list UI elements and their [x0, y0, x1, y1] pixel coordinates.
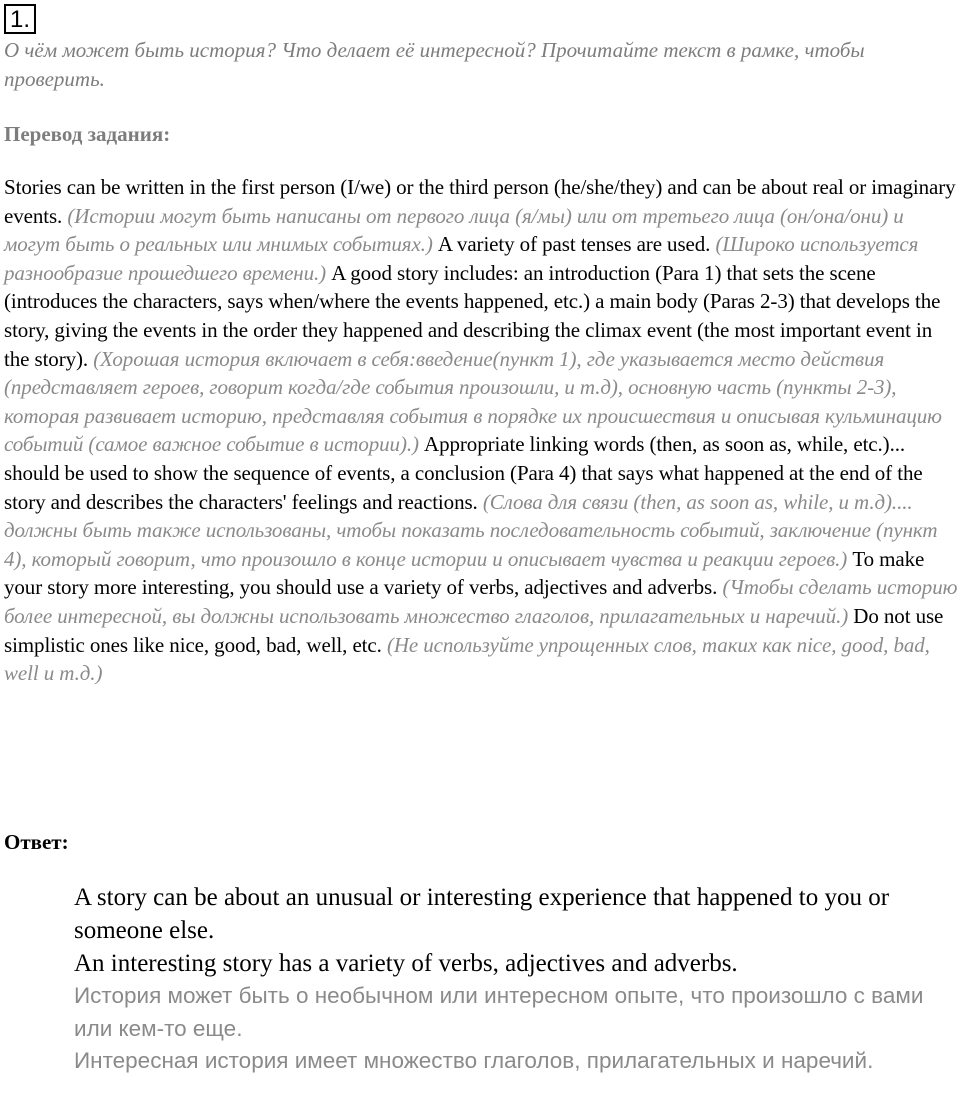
answer-block [74, 881, 954, 1078]
translation-segment-en: A variety of past tenses are used. [437, 232, 716, 257]
answer-line-en: A story can be about an unusual or interesting experience that happened to you or someone else. [74, 884, 890, 944]
answer-line-ru: История может быть о необычном или интересном опыте, что произошло с вами или кем-то еще. [74, 983, 924, 1041]
translation-segment-ru: (Истории могут быть написаны от первого лица (я/мы) или от третьего лица (он/она/они) и могут быть о реальных или мнимых событиях.) [4, 203, 904, 257]
translation-segment-en: Stories can be written in the first person (I/we) or the third person (he/she/they) and can be about real or imaginary events. [4, 175, 956, 228]
translation-heading: Перевод задания: [4, 122, 171, 146]
translation-segment-ru: (Хорошая история включает в себя:введение(пункт 1), где указывается место действия (представляет героев, говорит когда/где события произошли, и т.д), основную часть (пункты 2-3), которая развивает историю, представляя события в порядке их происшествия и описывая кульминацию событий (самое важное событие в истории).) [4, 346, 942, 457]
answer-heading: Ответ: [4, 830, 69, 854]
translation-segment-ru: (Слова для связи (then, as soon as, while, и т.д).... должны быть также использованы, чтобы показать последовательность событий, заключение (пункт 4), который говорит, что произошло в конце истории и описывает чувства и реакции героев.) [4, 489, 938, 571]
translation-segment-en: A good story includes: an introduction (Para 1) that sets the scene (introduces the characters, says when/where the events happened, etc.) a main body (Paras 2-3) that develops the story, giving the events in the order they happened and describing the climax event (the most important event in the story). [4, 260, 941, 371]
translation-segment-en: Appropriate linking words (then, as soon as, while, etc.)... should be used to show the sequence of events, a conclusion (Para 4) that says what happened at the end of the story and describes the characters' feelings and reactions. [4, 432, 923, 514]
translation-paragraph [4, 173, 960, 688]
answer-line-ru: Интересная история имеет множество глаголов, прилагательных и наречий. [74, 1048, 874, 1073]
question-text: О чём может быть история? Что делает её интересной? Прочитайте текст в рамке, чтобы проверить. [4, 38, 865, 91]
translation-segment-ru: (Широко используется разнообразие прошедшего времени.) [4, 232, 919, 285]
translation-segment-ru: (Не используйте упрощенных слов, таких как nice, good, bad, well и т.д.) [4, 632, 930, 686]
translation-segment-en: Do not use simplistic ones like nice, good, bad, well, etc. [4, 603, 944, 657]
translation-segment-en: To make your story more interesting, you should use a variety of verbs, adjectives and adverbs. [4, 546, 925, 600]
translation-segment-ru: (Чтобы сделать историю более интересной, вы должны использовать множество глаголов, прилагательных и наречий.) [4, 575, 958, 628]
task-number-box: 1. [4, 4, 36, 34]
answer-line-en: An interesting story has a variety of verbs, adjectives and adverbs. [74, 950, 738, 977]
